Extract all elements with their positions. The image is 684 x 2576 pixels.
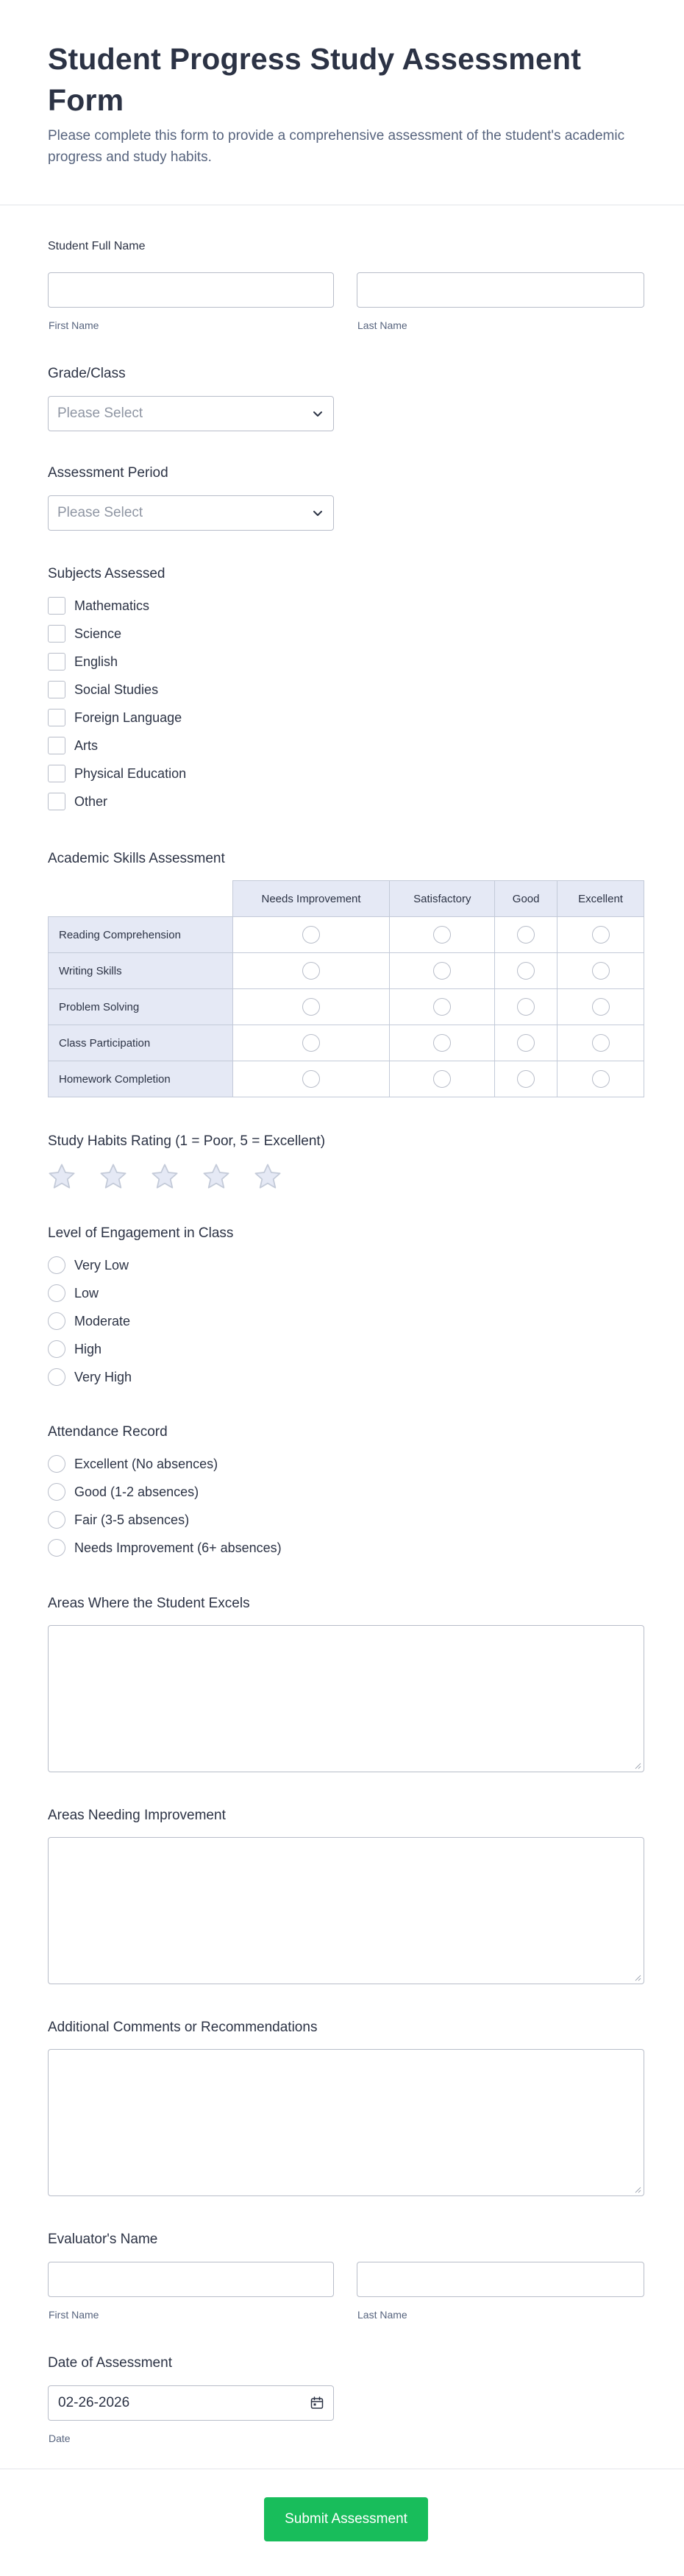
engagement-label: Level of Engagement in Class	[48, 1225, 234, 1241]
checkbox[interactable]	[48, 681, 65, 698]
improvement-label: Areas Needing Improvement	[48, 1808, 226, 1823]
radio[interactable]	[48, 1539, 65, 1557]
matrix-radio[interactable]	[592, 926, 610, 944]
matrix-radio[interactable]	[517, 1034, 535, 1052]
engagement-option[interactable]: Very Low	[48, 1251, 132, 1279]
attendance-option[interactable]: Excellent (No absences)	[48, 1450, 282, 1478]
attendance-option[interactable]: Needs Improvement (6+ absences)	[48, 1534, 282, 1562]
matrix-corner	[49, 881, 233, 917]
matrix-radio[interactable]	[592, 998, 610, 1016]
student-first-name-input[interactable]	[48, 272, 334, 308]
matrix-radio[interactable]	[592, 1034, 610, 1052]
matrix-radio[interactable]	[302, 1070, 320, 1088]
matrix-radio[interactable]	[517, 998, 535, 1016]
matrix-col-header: Good	[495, 881, 557, 917]
table-row	[49, 989, 644, 1025]
resize-grip-icon[interactable]	[634, 1762, 641, 1769]
matrix-col-header: Excellent	[557, 881, 644, 917]
engagement-option[interactable]: Low	[48, 1279, 132, 1307]
attendance-option[interactable]: Good (1-2 absences)	[48, 1478, 282, 1506]
radio[interactable]	[48, 1256, 65, 1274]
checkbox[interactable]	[48, 765, 65, 782]
subject-option[interactable]: Social Studies	[48, 676, 186, 704]
matrix-radio[interactable]	[302, 998, 320, 1016]
skills-matrix-label: Academic Skills Assessment	[48, 851, 225, 866]
matrix-radio[interactable]	[517, 1070, 535, 1088]
subject-option[interactable]: Science	[48, 620, 186, 648]
excels-textarea[interactable]	[48, 1625, 644, 1772]
skills-matrix	[48, 880, 644, 1097]
radio[interactable]	[48, 1340, 65, 1358]
radio[interactable]	[48, 1312, 65, 1330]
resize-grip-icon[interactable]	[634, 2186, 641, 2193]
subject-option[interactable]: Other	[48, 788, 186, 815]
subject-option[interactable]: Arts	[48, 732, 186, 760]
checkbox[interactable]	[48, 625, 65, 643]
matrix-row-label: Homework Completion	[49, 1061, 233, 1097]
subject-option[interactable]: Foreign Language	[48, 704, 186, 732]
date-label: Date of Assessment	[48, 2355, 172, 2371]
subject-option[interactable]: English	[48, 648, 186, 676]
attendance-radio-group	[48, 1450, 282, 1562]
student-name-label: Student Full Name	[48, 240, 146, 252]
matrix-col-header: Satisfactory	[390, 881, 495, 917]
attendance-option[interactable]: Fair (3-5 absences)	[48, 1506, 282, 1534]
matrix-row-label: Writing Skills	[49, 953, 233, 989]
checkbox[interactable]	[48, 709, 65, 726]
attendance-label: Attendance Record	[48, 1424, 168, 1440]
chevron-down-icon	[311, 506, 324, 520]
comments-textarea[interactable]	[48, 2049, 644, 2196]
radio[interactable]	[48, 1483, 65, 1501]
matrix-row-label: Class Participation	[49, 1025, 233, 1061]
subject-option[interactable]: Mathematics	[48, 592, 186, 620]
date-value: 02-26-2026	[58, 2395, 130, 2410]
radio[interactable]	[48, 1455, 65, 1473]
radio[interactable]	[48, 1284, 65, 1302]
matrix-radio[interactable]	[433, 998, 451, 1016]
engagement-option[interactable]: Moderate	[48, 1307, 132, 1335]
grade-class-select[interactable]	[48, 396, 334, 431]
radio[interactable]	[48, 1511, 65, 1529]
star-icon[interactable]	[252, 1161, 283, 1192]
date-sublabel: Date	[49, 2432, 71, 2444]
matrix-row-label: Reading Comprehension	[49, 917, 233, 953]
matrix-radio[interactable]	[302, 1034, 320, 1052]
chevron-down-icon	[311, 407, 324, 420]
form-header	[0, 0, 684, 205]
subject-option[interactable]: Physical Education	[48, 760, 186, 788]
resize-grip-icon[interactable]	[634, 1974, 641, 1981]
checkbox[interactable]	[48, 597, 65, 615]
matrix-radio[interactable]	[433, 962, 451, 980]
student-last-name-input[interactable]	[357, 272, 644, 308]
star-rating	[46, 1161, 283, 1192]
grade-class-label: Grade/Class	[48, 366, 126, 381]
matrix-radio[interactable]	[302, 962, 320, 980]
page-title: Student Progress Study Assessment Form	[48, 42, 582, 117]
excels-label: Areas Where the Student Excels	[48, 1596, 250, 1611]
matrix-row-label: Problem Solving	[49, 989, 233, 1025]
matrix-radio[interactable]	[433, 926, 451, 944]
engagement-option[interactable]: Very High	[48, 1363, 132, 1391]
evaluator-last-name-sublabel: Last Name	[357, 2309, 407, 2321]
study-habits-label: Study Habits Rating (1 = Poor, 5 = Excellent)	[48, 1133, 326, 1149]
table-row	[49, 1025, 644, 1061]
subjects-label: Subjects Assessed	[48, 566, 165, 581]
matrix-radio[interactable]	[592, 1070, 610, 1088]
submit-button[interactable]: Submit Assessment	[264, 2497, 428, 2541]
checkbox[interactable]	[48, 793, 65, 810]
student-first-name-sublabel: First Name	[49, 319, 99, 331]
evaluator-label: Evaluator's Name	[48, 2232, 158, 2247]
date-input[interactable]	[48, 2385, 334, 2421]
star-icon[interactable]	[98, 1161, 129, 1192]
assessment-period-label: Assessment Period	[48, 465, 168, 481]
calendar-icon[interactable]	[310, 2396, 324, 2410]
radio[interactable]	[48, 1368, 65, 1386]
subjects-checkbox-group	[48, 592, 186, 815]
page-subtitle: Please complete this form to provide a comprehensive assessment of the student's academic progress and study habits.	[48, 128, 625, 165]
matrix-radio[interactable]	[433, 1034, 451, 1052]
evaluator-last-name-input[interactable]	[357, 2262, 644, 2297]
engagement-option[interactable]: High	[48, 1335, 132, 1363]
matrix-radio[interactable]	[517, 962, 535, 980]
star-icon[interactable]	[201, 1161, 232, 1192]
evaluator-first-name-sublabel: First Name	[49, 2309, 99, 2321]
matrix-radio[interactable]	[302, 926, 320, 944]
matrix-radio[interactable]	[517, 926, 535, 944]
table-row	[49, 953, 644, 989]
assessment-period-select[interactable]	[48, 495, 334, 531]
table-row	[49, 917, 644, 953]
improvement-textarea[interactable]	[48, 1837, 644, 1984]
star-icon[interactable]	[46, 1161, 77, 1192]
evaluator-first-name-input[interactable]	[48, 2262, 334, 2297]
comments-label: Additional Comments or Recommendations	[48, 2020, 318, 2035]
table-row	[49, 1061, 644, 1097]
checkbox[interactable]	[48, 737, 65, 754]
assessment-period-selected: Please Select	[57, 505, 143, 520]
student-last-name-sublabel: Last Name	[357, 319, 407, 331]
matrix-radio[interactable]	[433, 1070, 451, 1088]
checkbox[interactable]	[48, 653, 65, 670]
grade-class-selected: Please Select	[57, 406, 143, 421]
matrix-radio[interactable]	[592, 962, 610, 980]
engagement-radio-group	[48, 1251, 132, 1391]
matrix-col-header: Needs Improvement	[232, 881, 390, 917]
star-icon[interactable]	[149, 1161, 180, 1192]
